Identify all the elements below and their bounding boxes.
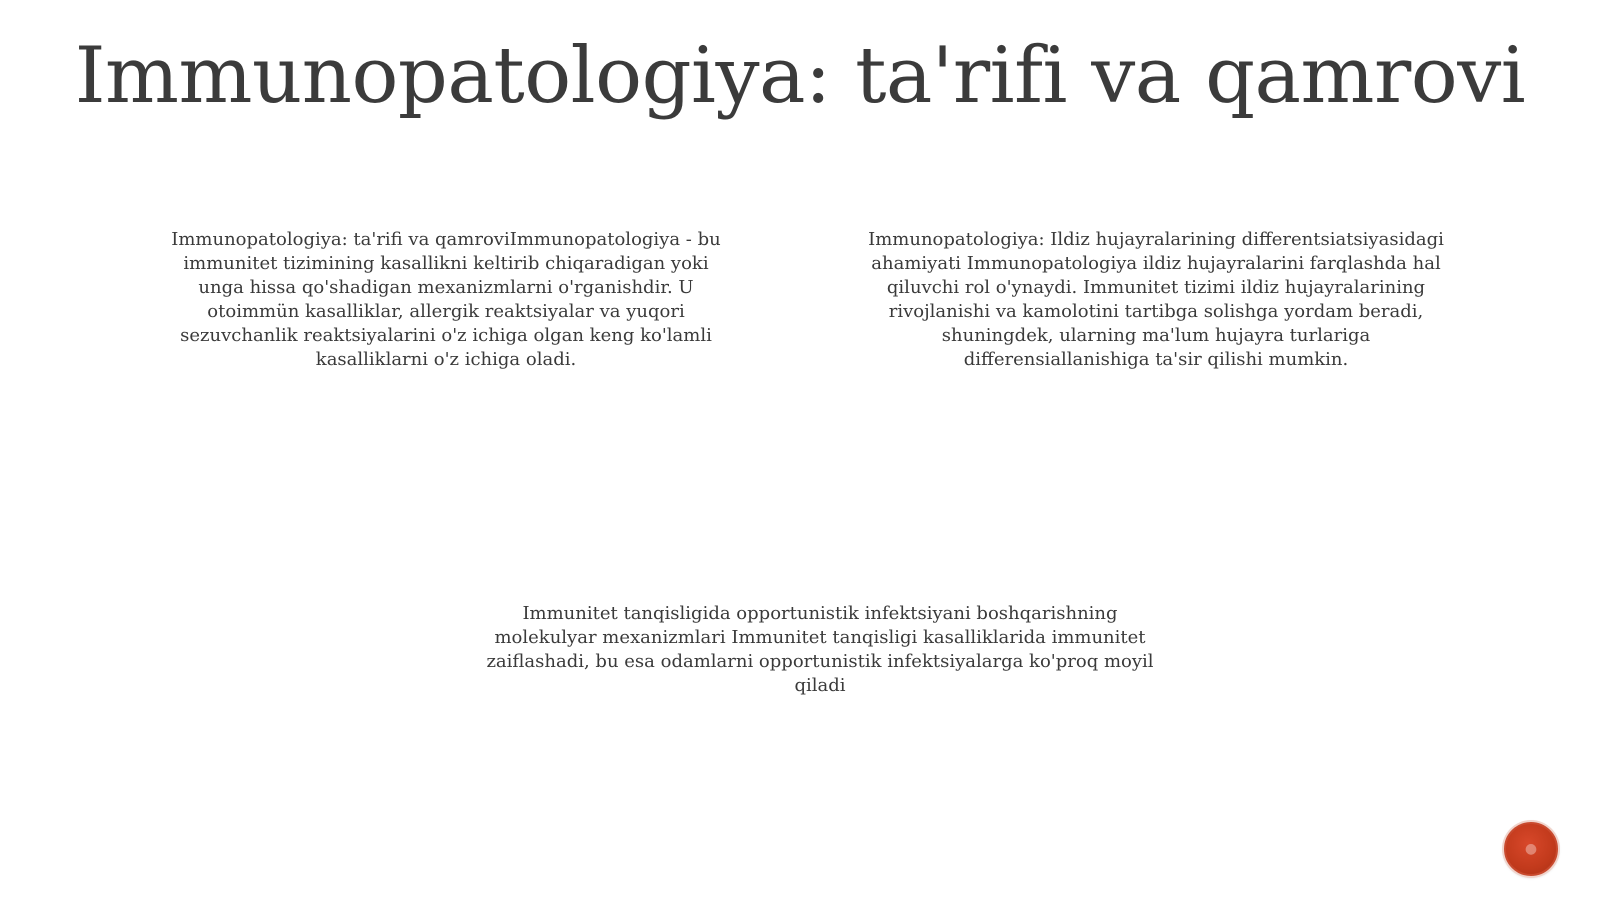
slide-title: Immunopatologiya: ta'rifi va qamrovi — [74, 31, 1526, 121]
paragraph-immunodeficiency: Immunitet tanqisligida opportunistik infektsiyani boshqarishning molekulyar mexanizmlari Immunitet tanqisligi kasalliklarida immunitet zaiflashadi, bu esa odamlarni opportunistik infektsiyalarga ko'proq moyil qiladi — [486, 603, 1154, 696]
paragraph-definition: Immunopatologiya: ta'rifi va qamroviImmunopatologiya - bu immunitet tizimining kasallikni keltirib chiqaradigan yoki unga hissa qo'shadigan mexanizmlarni o'rganishdir. U otoimmün kasalliklar, allergik reaktsiyalar va yuqori sezuvchanlik reaktsiyalarini o'z ichiga olgan keng ko'lamli kasalliklarni o'z ichiga oladi. — [171, 229, 721, 370]
slide-nav-button[interactable] — [1504, 822, 1558, 876]
circle-nav-icon: ● — [1524, 841, 1538, 857]
paragraph-stem-cells: Immunopatologiya: Ildiz hujayralarining differentsiatsiyasidagi ahamiyati Immunopatologiya ildiz hujayralarini farqlashda hal qiluvchi rol o'ynaydi. Immunitet tizimi ildiz hujayralarining rivojlanishi va kamolotini tartibga solishga yordam beradi, shuningdek, ularning ma'lum hujayra turlariga differensiallanishiga ta'sir qilishi mumkin. — [868, 229, 1444, 370]
